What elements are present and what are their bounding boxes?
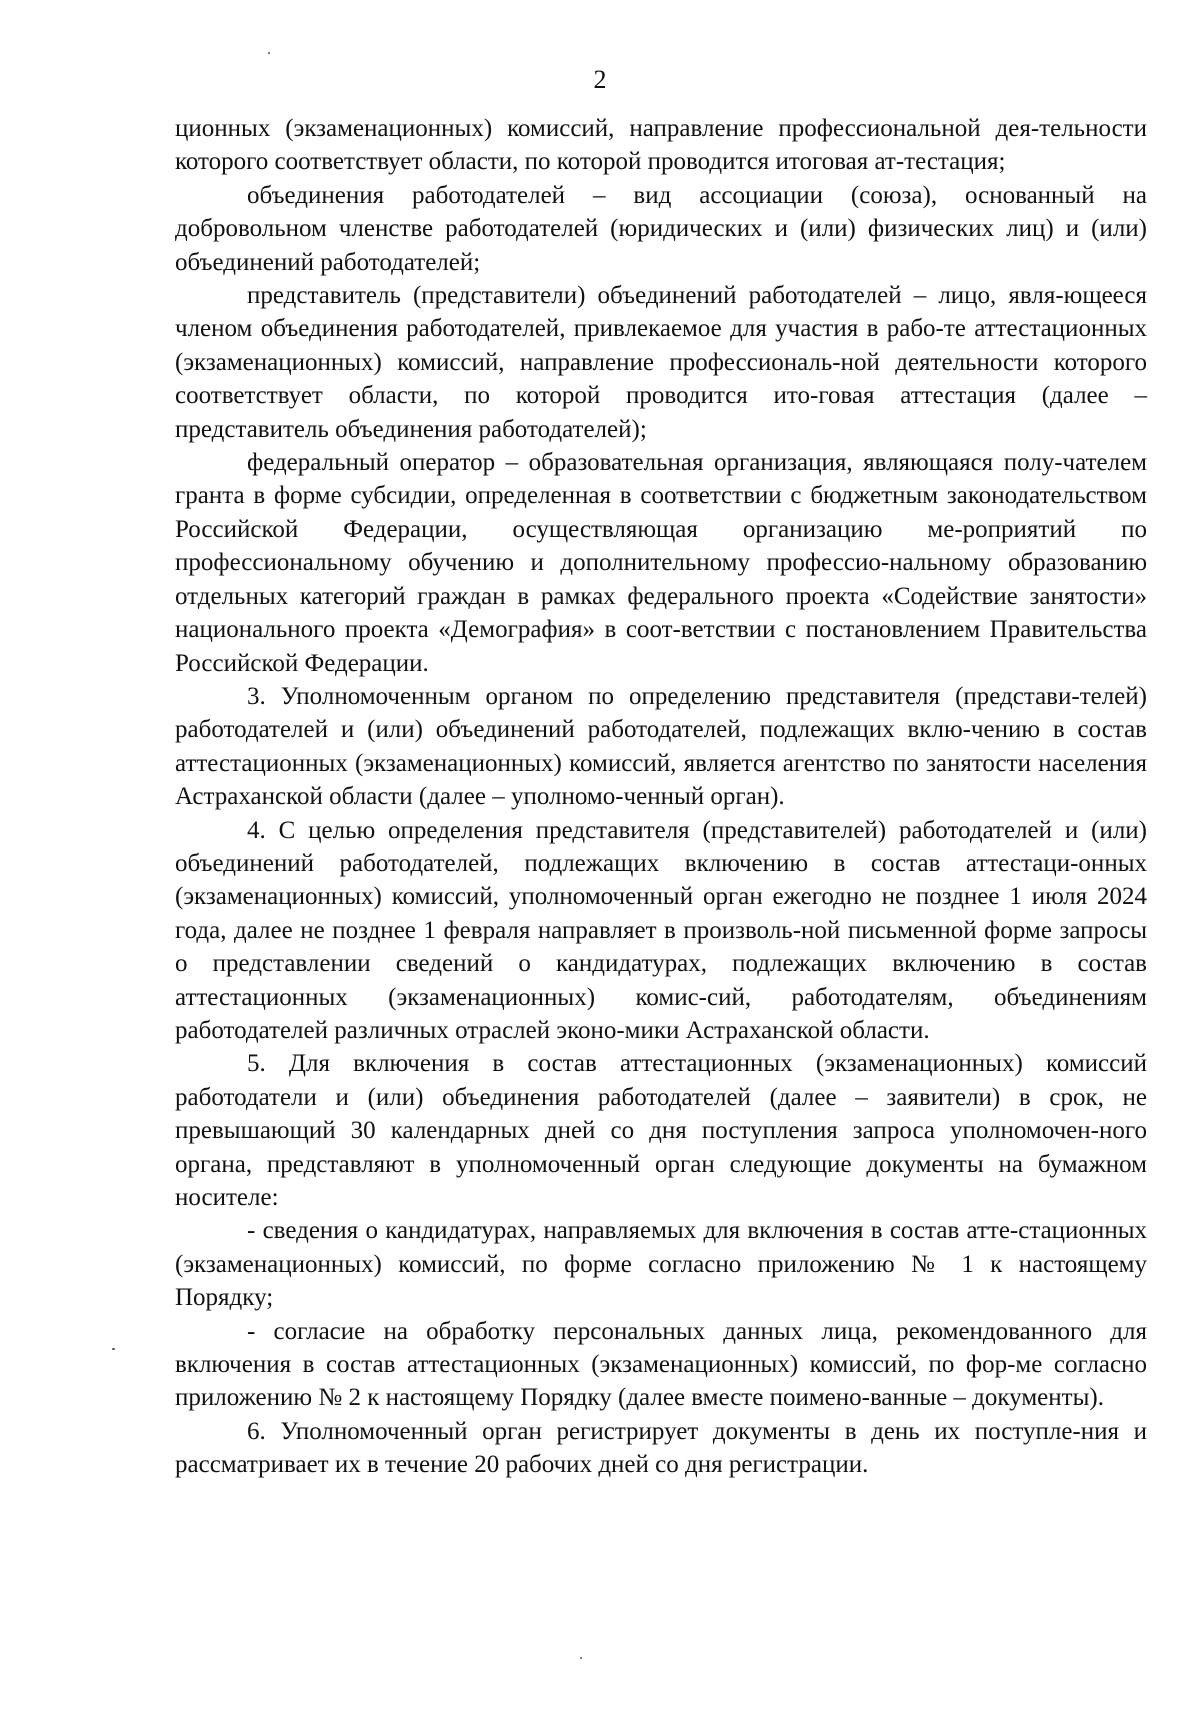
paragraph-definition-representative: представитель (представители) объединений работодателей – лицо, явля-ющееся членом объединения работодателей, привлекаемое для участия в рабо-те аттестационных (экзаменационных) комиссий, направление профессиональ-ной деятельности которого соответствует области, по которой проводится ито-говая аттестация (далее – представитель объединения работодателей); <box>175 282 1147 443</box>
paragraph-continuation: ционных (экзаменационных) комиссий, направление профессиональной дея-тельности которого соответствует области, по которой проводится итоговая ат-тестация; <box>175 115 1147 176</box>
paragraph-definition-employers-association: объединения работодателей – вид ассоциации (союза), основанный на добровольном членстве работодателей (юридических и (или) физических лиц) и (или) объединений работодателей; <box>175 181 1147 276</box>
paragraph-item-5: 5. Для включения в состав аттестационных (экзаменационных) комиссий работодатели и (или) объединения работодателей (далее – заявители) в срок, не превышающий 30 календарных дней со дня поступления запроса уполномочен-ного органа, представляют в уполномоченный орган следующие документы на бумажном носителе: <box>175 1050 1147 1211</box>
paragraph-item-4: 4. С целью определения представителя (представителей) работодателей и (или) объединений работодателей, подлежащих включению в состав аттестаци-онных (экзаменационных) комиссий, уполномоченный орган ежегодно не позднее 1 июля 2024 года, далее не позднее 1 февраля направляет в произволь-ной письменной форме запросы о представлении сведений о кандидатурах, подлежащих включению в состав аттестационных (экзаменационных) комис-сий, работодателям, объединениям работодателей различных отраслей эконо-мики Астраханской области. <box>175 816 1147 1044</box>
scan-speck <box>268 52 270 54</box>
paragraph-definition-federal-operator: федеральный оператор – образовательная организация, являющаяся полу-чателем гранта в форме субсидии, определенная в соответствии с бюджетным законодательством Российской Федерации, осуществляющая организацию ме-роприятий по профессиональному обучению и дополнительному профессио-нальному образованию отдельных категорий граждан в рамках федерального проекта «Содействие занятости» национального проекта «Демография» в соот-ветствии с постановлением Правительства Российской Федерации. <box>175 449 1147 677</box>
list-item-candidate-info: - сведения о кандидатурах, направляемых для включения в состав атте-стационных (экзаменационных) комиссий, по форме согласно приложению № 1 к настоящему Порядку; <box>175 1217 1147 1312</box>
scan-speck <box>580 1657 582 1659</box>
document-body <box>175 112 1147 1482</box>
paragraph-item-3: 3. Уполномоченным органом по определению представителя (представи-телей) работодателей и (или) объединений работодателей, подлежащих вклю-чению в состав аттестационных (экзаменационных) комиссий, является агентство по занятости населения Астраханской области (далее – уполномо-ченный орган). <box>175 682 1147 811</box>
scan-speck <box>112 1348 115 1350</box>
list-item-personal-data-consent: - согласие на обработку персональных данных лица, рекомендованного для включения в состав аттестационных (экзаменационных) комиссий, по фор-ме согласно приложению № 2 к настоящему Порядку (далее вместе поимено-ванные – документы). <box>175 1317 1147 1412</box>
page-number: 2 <box>593 65 607 94</box>
paragraph-item-6: 6. Уполномоченный орган регистрирует документы в день их поступле-ния и рассматривает их в течение 20 рабочих дней со дня регистрации. <box>175 1417 1147 1479</box>
